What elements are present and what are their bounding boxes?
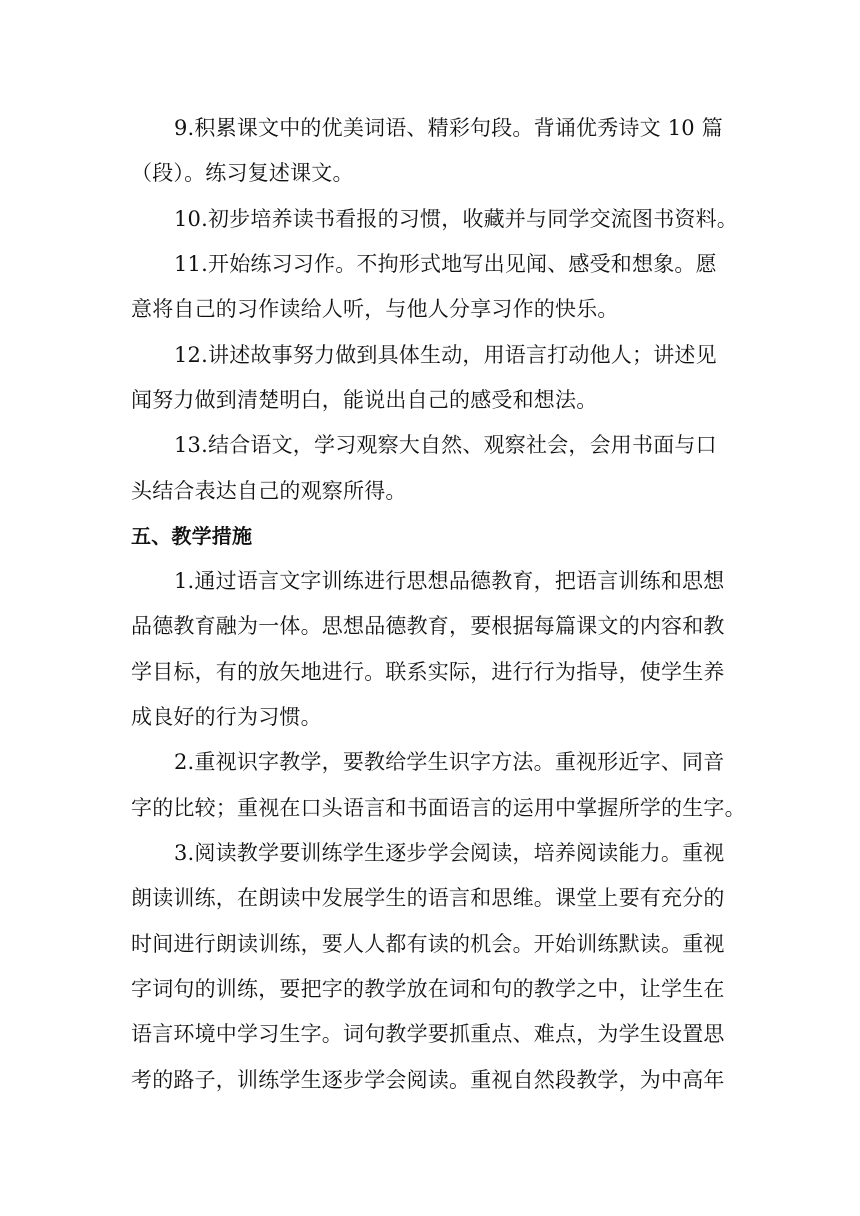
section-heading: 五、教学措施: [131, 524, 253, 548]
text-line: 语言环境中学习生字。词句教学要抓重点、难点，为学生设置思: [131, 1022, 725, 1046]
text-line: 字词句的训练，要把字的教学放在词和句的教学之中，让学生在: [131, 977, 725, 1001]
text-line: 字的比较；重视在口头语言和书面语言的运用中掌握所学的生字。: [131, 796, 746, 820]
text-line: 10.初步培养读书看报的习惯，收藏并与同学交流图书资料。: [174, 207, 738, 231]
text-line: 考的路子，训练学生逐步学会阅读。重视自然段教学，为中高年: [131, 1068, 725, 1092]
text-line: 12.讲述故事努力做到具体生动，用语言打动他人；讲述见: [174, 343, 717, 367]
text-line: 1.通过语言文字训练进行思想品德教育，把语言训练和思想: [174, 569, 725, 593]
text-line: 成良好的行为习惯。: [131, 705, 322, 729]
text-line: 11.开始练习习作。不拘形式地写出见闻、感受和想象。愿: [174, 252, 717, 276]
text-line: 头结合表达自己的观察所得。: [131, 479, 407, 503]
text-line: （段）。练习复述课文。: [131, 161, 354, 185]
text-line: 13.结合语文，学习观察大自然、观察社会，会用书面与口: [174, 433, 717, 457]
text-line: 品德教育融为一体。思想品德教育，要根据每篇课文的内容和教: [131, 614, 725, 638]
text-line: 9.积累课文中的优美词语、精彩句段。背诵优秀诗文 10 篇: [174, 116, 723, 140]
text-line: 2.重视识字教学，要教给学生识字方法。重视形近字、同音: [174, 750, 725, 774]
text-line: 学目标，有的放矢地进行。联系实际，进行行为指导，使学生养: [131, 660, 725, 684]
text-line: 时间进行朗读训练，要人人都有读的机会。开始训练默读。重视: [131, 932, 725, 956]
text-line: 3.阅读教学要训练学生逐步学会阅读，培养阅读能力。重视: [174, 841, 725, 865]
text-line: 朗读训练，在朗读中发展学生的语言和思维。课堂上要有充分的: [131, 886, 725, 910]
text-line: 闻努力做到清楚明白，能说出自己的感受和想法。: [131, 388, 598, 412]
text-line: 意将自己的习作读给人听，与他人分享习作的快乐。: [131, 297, 619, 321]
